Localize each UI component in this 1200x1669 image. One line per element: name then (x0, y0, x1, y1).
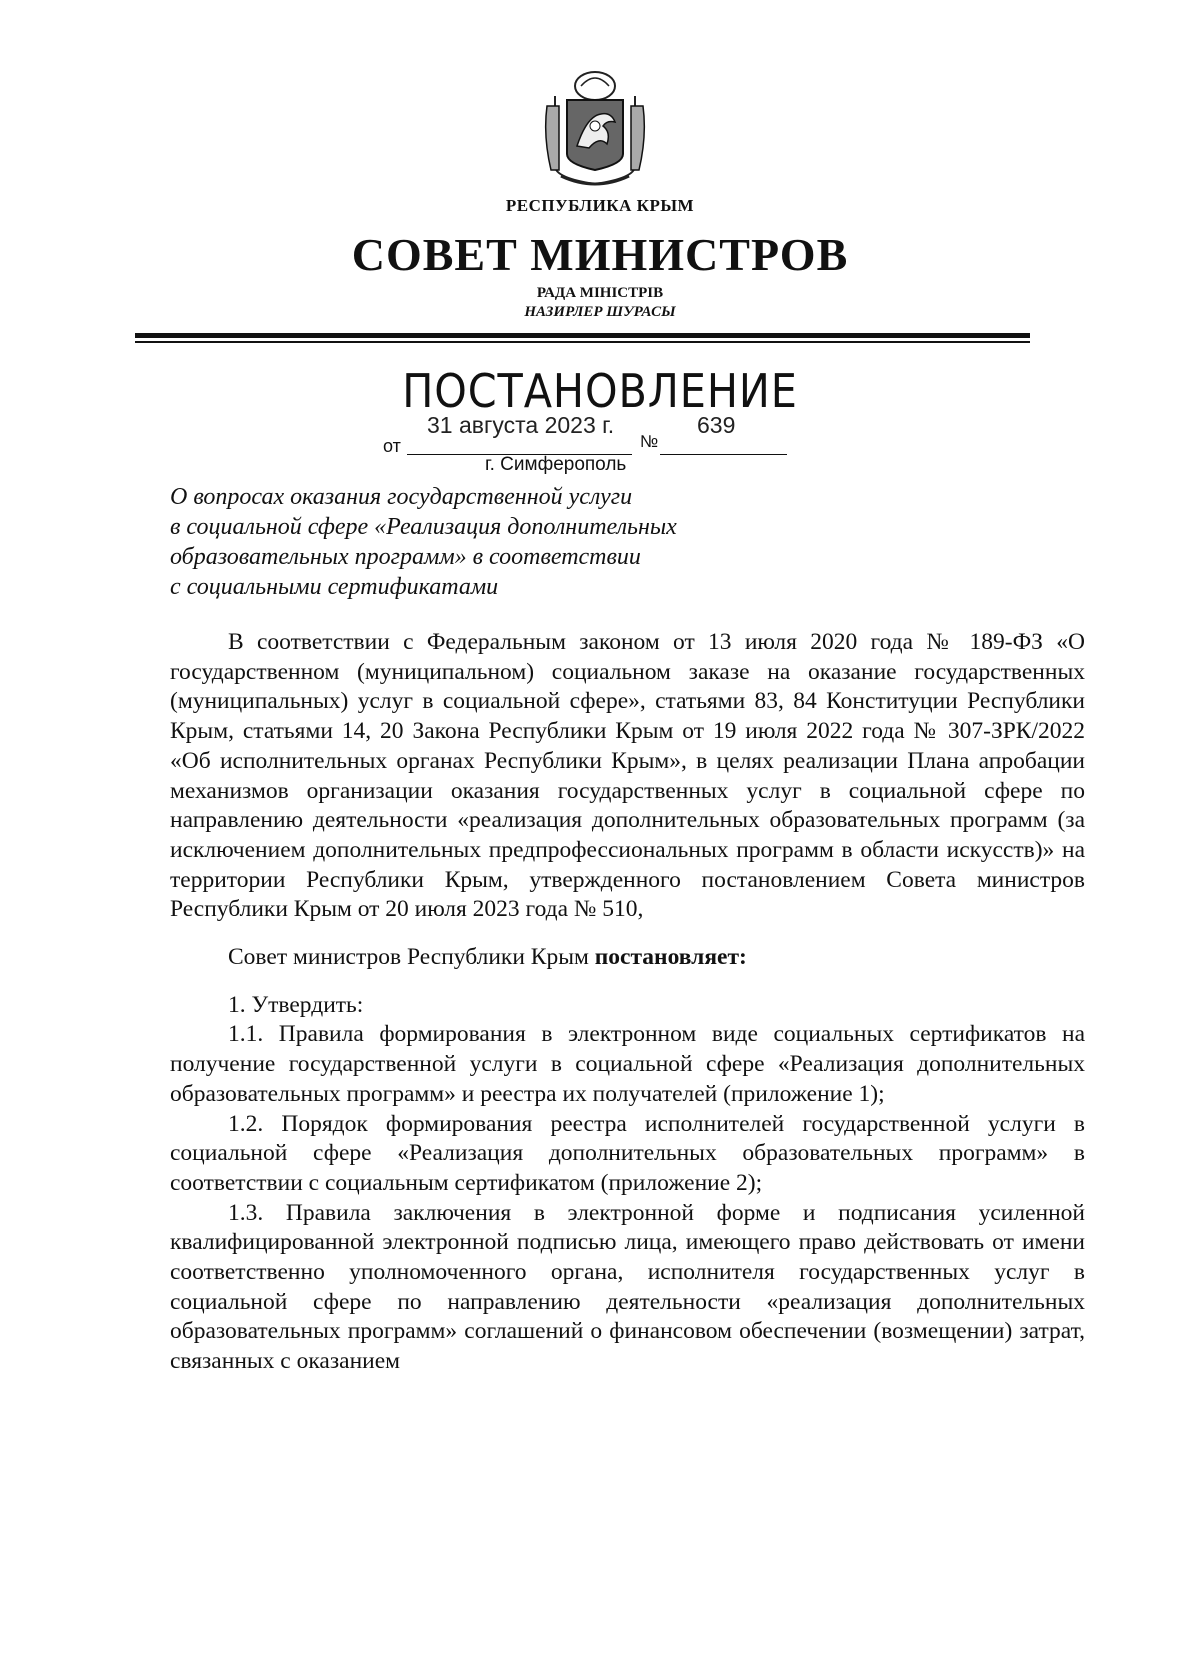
item-1-2: 1.2. Порядок формирования реестра исполнителей государственной услуги в социальной сфере «Реализация дополнительных образовательных программ» в соответствии с социальным сертификатом (приложение 2); (170, 1110, 1085, 1196)
header-divider-thick (135, 333, 1030, 338)
item-1-3: 1.3. Правила заключения в электронной форме и подписания усиленной квалифицированной электронной подписью лица, имеющего право действовать от имени соответственно уполномоченного органа, исполнителя государственных услуг в социальной сфере по направлению деятельности «реализация дополнительных образовательных программ» соглашений о финансовом обеспечении (возмещении) затрат, связанных с оказанием (170, 1199, 1085, 1375)
decree-title: ПОСТАНОВЛЕНИЕ (402, 364, 798, 418)
resolves-keyword: постановляет: (594, 944, 747, 971)
subject-line: О вопросах оказания государственной услуги (170, 484, 633, 510)
resolves-paragraph (170, 943, 1085, 973)
decree-number: 639 (697, 412, 736, 438)
ukrainian-name-heading: РАДА МІНІСТРІВ (536, 285, 664, 301)
council-of-ministers-heading: СОВЕТ МИНИСТРОВ (351, 229, 849, 280)
crimea-coat-of-arms-emblem (537, 66, 653, 188)
date-label: от (383, 436, 401, 456)
decree-body (170, 628, 1085, 1377)
number-label: № (640, 432, 659, 451)
header-divider-thin (135, 341, 1030, 343)
item-1: 1. Утвердить: (228, 991, 364, 1018)
decree-date: 31 августа 2023 г. (427, 412, 615, 438)
crimean-tatar-name-heading: НАЗИРЛЕР ШУРАСЫ (524, 304, 676, 320)
republic-heading: РЕСПУБЛИКА КРЫМ (505, 196, 695, 215)
preamble-paragraph: В соответствии с Федеральным законом от 13 июля 2020 года № 189-ФЗ «О государственном (муниципальном) социальном заказе на оказание государственных (муниципальных) услуг в социальной сфере», статьями 83, 84 Конституции Республики Крым, статьями 14, 20 Закона Республики Крым от 19 июля 2022 года № 307-ЗРК/2022 «Об исполнительных органах Республики Крым», в целях реализации Плана апробации механизмов организации оказания государственных услуг в социальной сфере по направлению деятельности «реализация дополнительных образовательных программ (за исключением дополнительных предпрофессиональных программ в области искусств)» на территории Республики Крым, утвержденного постановлением Совета министров Республики Крым от 20 июля 2023 года № 510, (170, 629, 1085, 923)
date-number-line (0, 412, 1200, 456)
decree-subject (170, 482, 870, 602)
number-underline (660, 454, 787, 455)
subject-line: образовательных программ» в соответствии (170, 544, 641, 570)
subject-line: с социальными сертификатами (170, 574, 499, 600)
item-1-1: 1.1. Правила формирования в электронном виде социальных сертификатов на получение государственной услуги в социальной сфере «Реализация дополнительных образовательных программ» и реестра их получателей (приложение 1); (170, 1021, 1085, 1107)
resolves-text: Совет министров Республики Крым (228, 944, 595, 971)
subject-line: в социальной сфере «Реализация дополнительных (170, 514, 677, 540)
city-name: г. Симферополь (485, 454, 627, 475)
